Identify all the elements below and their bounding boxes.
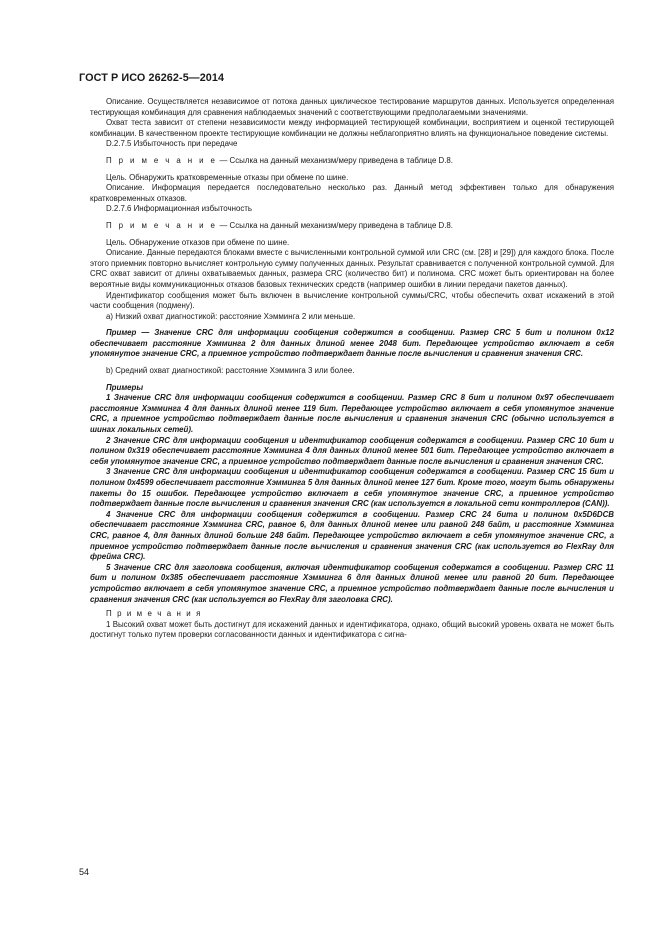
page-header: ГОСТ Р ИСО 26262-5—2014: [79, 72, 225, 84]
note-text: — Ссылка на данный механизм/меру приведена в таблице D.8.: [217, 220, 453, 230]
examples-title: Примеры: [106, 382, 144, 392]
note-label: П р и м е ч а н и е: [106, 155, 218, 165]
paragraph: Цель. Обнаружить кратковременные отказы при обмене по шине.: [106, 172, 349, 182]
notes-title: П р и м е ч а н и я: [106, 609, 202, 619]
example: 1 Значение CRC для информации сообщения содержится в сообщении. Размер CRC 8 бит и полином 0x97 обеспечивает расстояние Хэмминга 4 для данных длиной менее 119 бит. Передающее устройство включает в себя упомянутое значение CRC, а приемное устройство подтверждает данные после вычисления и сравнения значения CRC (обычно используется в шинах локальных сетей).: [90, 393, 614, 435]
example: Пример — Значение CRC для информации сообщения содержится в сообщении. Размер CRC 5 бит и полином 0x12 обеспечивает расстояние Хэмминга 2 для данных длиной менее 2048 бит. Передающее устройство включает в себя упомянутое значение CRC, а приемное устройство подтверждает данные после вычисления и сравнения значения CRC.: [90, 328, 614, 359]
paragraph: Цель. Обнаружение отказов при обмене по шине.: [106, 237, 290, 247]
example: 5 Значение CRC для заголовка сообщения, включая идентификатор сообщения содержатся в сообщении. Размер CRC 11 бит и полином 0x385 обеспечивает расстояние Хэмминга 6 для данных длиной менее или равной 20 бит. Передающее устройство включает в себя упомянутое значение CRC, а приемное устройство подтверждает данные после вычисления и сравнения значения CRC (как используется во FlexRay для заголовка CRC).: [90, 562, 614, 604]
note-text: — Ссылка на данный механизм/меру приведена в таблице D.8.: [217, 155, 453, 165]
example: 3 Значение CRC для информации сообщения и идентификатор сообщения содержатся в сообщении. Размер CRC 15 бит и полином 0x4599 обеспечивает расстояние Хэмминга 5 для данных длиной менее 127 бит. Кроме того, могут быть обнаружены пакеты до 15 ошибок. Передающее устройство включает в себя упомянутое значение CRC, а приемное устройство подтверждает данные после вычисления и сравнения значения CRC (как используется в локальной сети контроллеров (CAN)).: [90, 467, 614, 509]
paragraph: Охват теста зависит от степени независимости между информацией тестирующей комбинации, восприятием и оценкой тестирующей комбинации. В качественном проекте тестирующие комбинации не должны неблагоприятно влиять на функциональное поведение системы.: [90, 118, 614, 138]
paragraph: Описание. Данные передаются блоками вместе с вычисленными контрольной суммой или CRC (см. [28] и [29]) для каждого блока. После этого приемник повторно вычисляет контрольную сумму полученных данных. Результат сравнивается с полученной контрольной суммой. Для CRC охват зависит от длины охватываемых данных, размера CRC (количество бит) и полинома. CRC может быть ориентирован на более вероятные виды коммуникационных отказов базовых технических средств (например ошибки в линии передачи пакетов данных).: [90, 248, 614, 289]
page-number: 54: [79, 867, 90, 877]
paragraph: Идентификатор сообщения может быть включен в вычисление контрольной суммы/CRC, чтобы обеспечить охват искажений в этой части сообщения (подмену).: [90, 290, 614, 311]
section-heading: D.2.7.6 Информационная избыточность: [106, 204, 253, 214]
note-label: П р и м е ч а н и е: [106, 220, 218, 230]
paragraph: Описание. Осуществляется независимое от потока данных циклическое тестирование маршрутов данных. Используется определенная тестирующая комбинация для сравнения наблюдаемых значений с соответствующими предполагаемыми значениями.: [90, 97, 614, 117]
example: 4 Значение CRC для информации сообщения содержится в сообщении. Размер CRC 24 бита и полином 0x5D6DCB обеспечивает расстояние Хэмминга CRC, равное 6, для данных длиной менее или равной 248 байт, и расстояние Хэмминга CRC, равное 4, для данных длиной больше 248 байт. Передающее устройство включает в себя упомянутое значение CRC, а приемное устройство подтверждает данные после вычисления и сравнения значения CRC (как используется во FlexRay для фрейма CRC).: [90, 509, 614, 562]
note: [90, 221, 614, 232]
note: [90, 156, 614, 167]
page-body: [90, 97, 614, 641]
note-item: 1 Высокий охват может быть достигнут для искажений данных и идентификатора, однако, общий высокий уровень охвата не может быть достигнут только путем проверки согласованности данных и идентификатора с сигна-: [90, 619, 614, 640]
paragraph: Описание. Информация передается последовательно несколько раз. Данный метод эффективен только для обнаружения кратковременных отказов.: [90, 183, 614, 203]
list-item: а) Низкий охват диагностикой: расстояние Хэмминга 2 или меньше.: [106, 311, 356, 321]
list-item: b) Средний охват диагностикой: расстояние Хэмминга 3 или более.: [106, 366, 355, 376]
example: 2 Значение CRC для информации сообщения и идентификатор сообщения содержатся в сообщении. Размер CRC 10 бит и полином 0x319 обеспечивает расстояние Хэмминга 4 для данных длиной менее 501 бит. Передающее устройство включает в себя упомянутое значение CRC, а приемное устройство подтверждает данные после вычисления и сравнения значения CRC.: [90, 435, 614, 466]
section-heading: D.2.7.5 Избыточность при передаче: [106, 139, 238, 149]
